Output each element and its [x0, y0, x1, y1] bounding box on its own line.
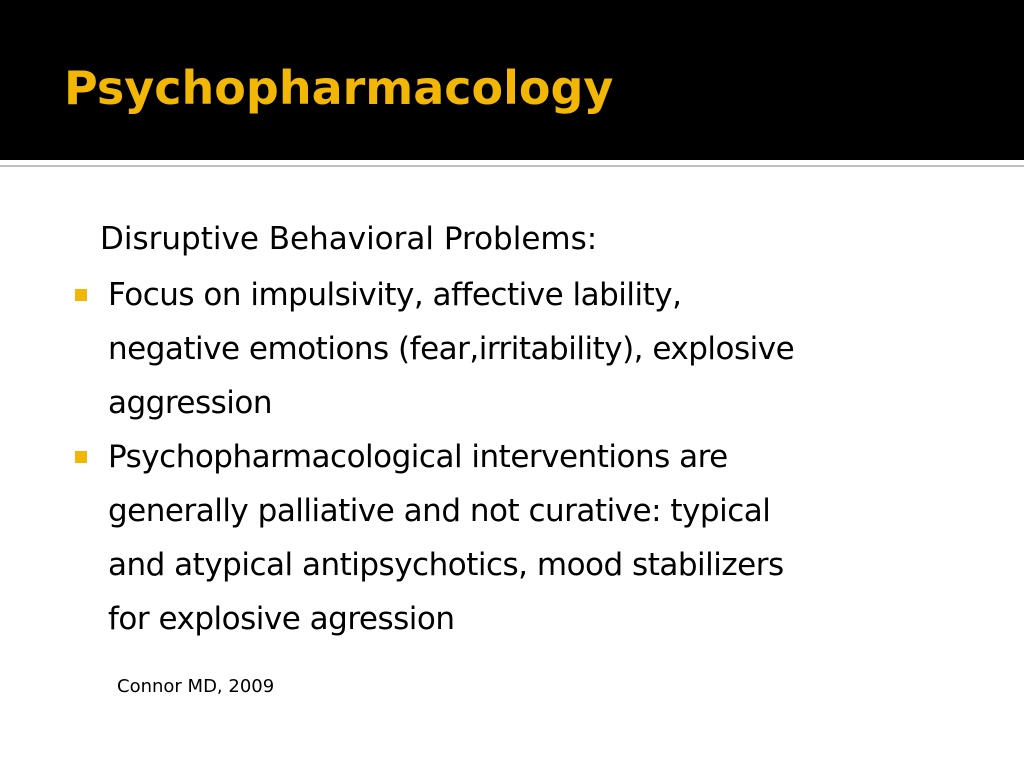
bullet-text-1	[108, 268, 972, 430]
citation: Connor MD, 2009	[117, 676, 275, 697]
square-bullet-icon	[75, 451, 87, 463]
lead-text: Disruptive Behavioral Problems:	[100, 221, 598, 257]
bullet-line: and atypical antipsychotics, mood stabilizers	[108, 547, 784, 583]
bullet-text-2	[108, 430, 972, 646]
square-bullet-icon	[75, 289, 87, 301]
bullet-item-2	[72, 430, 972, 646]
bullet-list	[72, 268, 972, 646]
bullet-item-1	[72, 268, 972, 430]
bullet-line: generally palliative and not curative: typical	[108, 493, 771, 529]
bullet-line: for explosive agression	[108, 601, 455, 637]
bullet-line: Psychopharmacological interventions are	[108, 439, 728, 475]
slide-content	[0, 170, 1024, 768]
bullet-line: aggression	[108, 385, 273, 421]
bullet-line: negative emotions (fear,irritability), explosive	[108, 331, 795, 367]
title-divider	[0, 160, 1024, 170]
title-bar	[0, 0, 1024, 160]
slide-title: Psychopharmacology	[64, 61, 614, 115]
bullet-line: Focus on impulsivity, affective lability,	[108, 277, 682, 313]
